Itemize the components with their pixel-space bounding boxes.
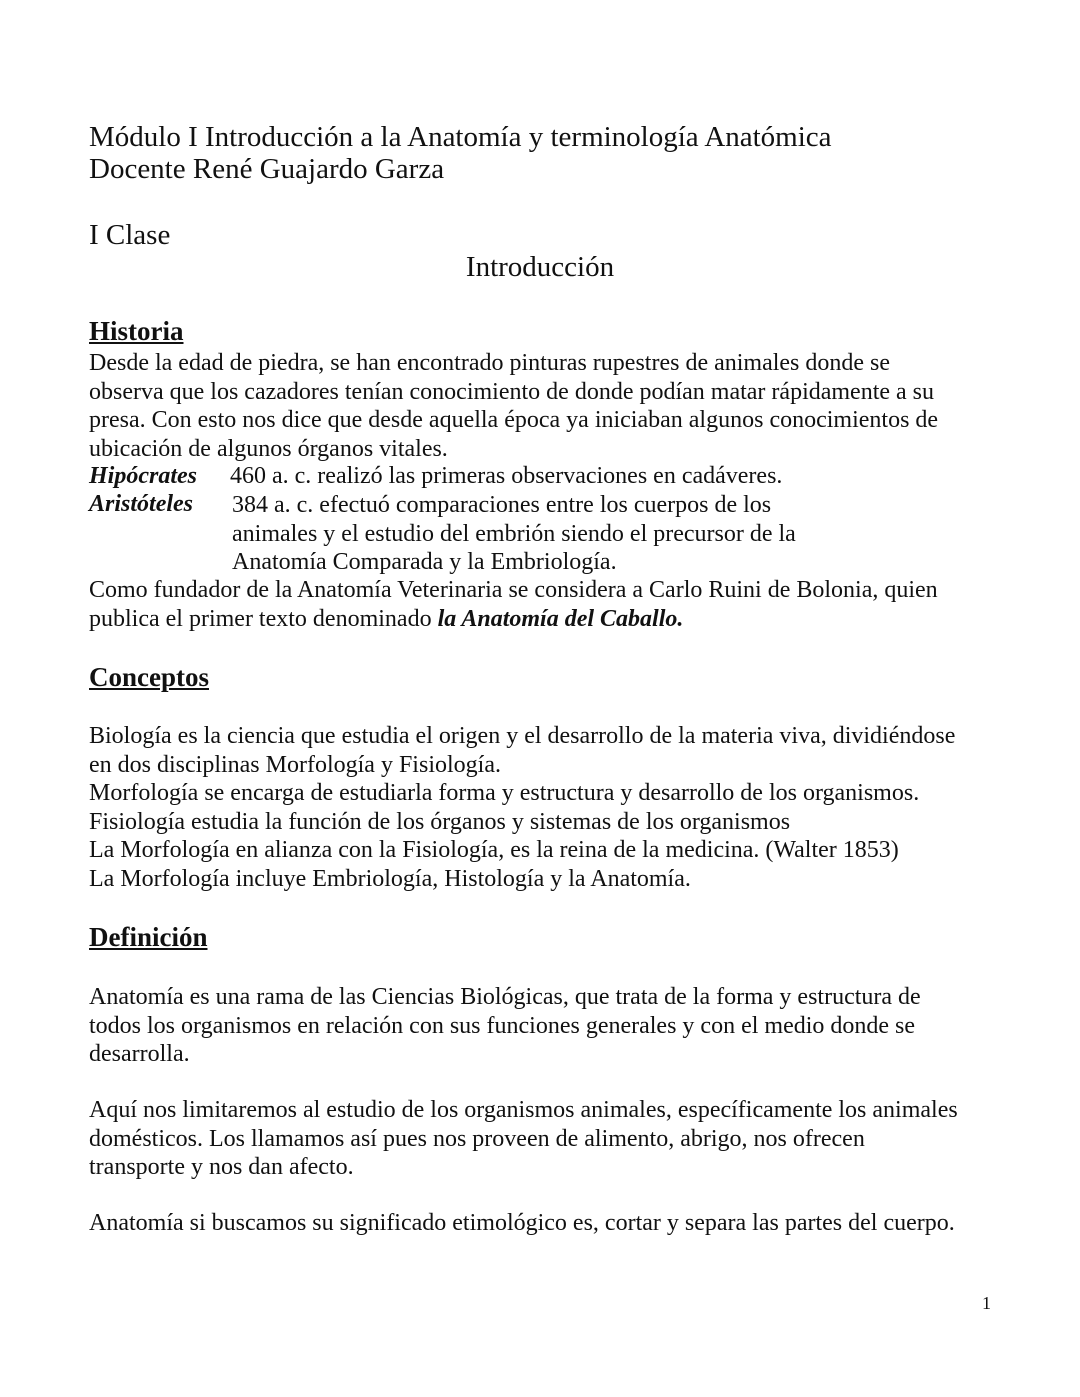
text-line: animales y el estudio del embrión siendo el precursor de la: [232, 520, 796, 547]
text-line: Anatomía Comparada y la Embriología.: [232, 549, 617, 575]
definicion-paragraph-3: [89, 1209, 994, 1238]
fundador-plain: publica el primer texto denominado: [89, 605, 438, 632]
page-number: 1: [982, 1293, 991, 1313]
section-heading-historia: Historia: [89, 316, 184, 346]
text-line: presa. Con esto nos dice que desde aquella época ya iniciaban algunos conocimientos de: [89, 407, 939, 433]
definicion-paragraph-1: [89, 983, 994, 1069]
hipocrates-text: 460 a. c. realizó las primeras observaciones en cadáveres.: [230, 463, 783, 489]
text-line: Anatomía es una rama de las Ciencias Biológicas, que trata de la forma y estructura de: [89, 984, 921, 1010]
page-subtitle: Introducción: [465, 251, 615, 283]
aristoteles-text: [232, 491, 992, 577]
hipocrates-name: Hipócrates: [89, 463, 197, 489]
text-line: Desde la edad de piedra, se han encontrado pinturas rupestres de animales donde se: [89, 350, 891, 376]
text-line: 384 a. c. efectuó comparaciones entre los cuerpos de los: [232, 492, 772, 518]
text-line: La Morfología en alianza con la Fisiología, es la reina de la medicina. (Walter 1853): [89, 837, 899, 863]
module-title: Módulo I Introducción a la Anatomía y terminología Anatómica: [89, 121, 832, 153]
text-line: Aquí nos limitaremos al estudio de los organismos animales, específicamente los animales: [89, 1097, 958, 1123]
text-line: Fisiología estudia la función de los órganos y sistemas de los organismos: [89, 808, 791, 835]
teacher-name: Docente René Guajardo Garza: [89, 153, 445, 185]
text-line: Biología es la ciencia que estudia el origen y el desarrollo de la materia viva, dividiéndose: [89, 723, 956, 749]
text-line: desarrolla.: [89, 1041, 190, 1067]
historia-intro: [89, 349, 994, 463]
text-line: Morfología se encarga de estudiarla forma y estructura y desarrollo de los organismos.: [89, 780, 920, 806]
text-line: ubicación de algunos órganos vitales.: [89, 435, 448, 462]
section-heading-conceptos: Conceptos: [89, 662, 209, 692]
text-line: [89, 605, 994, 634]
fundador-paragraph: [89, 576, 994, 633]
class-label: I Clase: [89, 219, 171, 251]
text-line: La Morfología incluye Embriología, Histología y la Anatomía.: [89, 865, 691, 892]
aristoteles-name: Aristóteles: [89, 491, 194, 517]
conceptos-paragraph: [89, 722, 994, 893]
text-line: transporte y nos dan afecto.: [89, 1154, 354, 1180]
text-line: observa que los cazadores tenían conocimiento de donde podían matar rápidamente a su: [89, 378, 935, 405]
text-line: en dos disciplinas Morfología y Fisiología.: [89, 751, 501, 778]
text-line: Como fundador de la Anatomía Veterinaria se considera a Carlo Ruini de Bolonia, quien: [89, 577, 938, 603]
text-line: todos los organismos en relación con sus funciones generales y con el medio donde se: [89, 1012, 916, 1039]
section-heading-definicion: Definición: [89, 922, 208, 952]
text-line: domésticos. Los llamamos así pues nos proveen de alimento, abrigo, nos ofrecen: [89, 1125, 865, 1152]
definicion-paragraph-2: [89, 1096, 994, 1182]
book-title: la Anatomía del Caballo.: [437, 605, 684, 632]
text-line: Anatomía si buscamos su significado etimológico es, cortar y separa las partes del cuerpo.: [89, 1210, 955, 1236]
